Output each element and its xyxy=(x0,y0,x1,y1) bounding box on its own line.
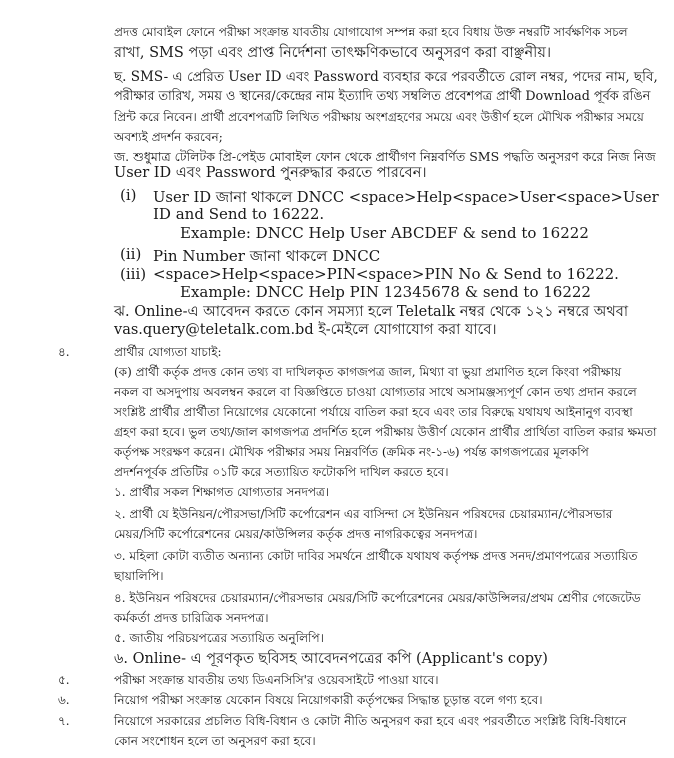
clause-jha2-line: ঝ. Online-এ আবেদন করতে কোন সমস্যা হলে Teletalk নম্বর থেকে ১২১ নম্বরে অথবা xyxy=(114,304,629,320)
document-list-item: ৬. Online- এ পূরণকৃত ছবিসহ আবেদনপত্রের কপি (Applicant's copy) xyxy=(114,651,548,667)
clause-cha-line: প্রিন্ট করে নিবেন। প্রার্থী প্রবেশপত্রটি লিখিত পরীক্ষায় অংশগ্রহণের সময়ে এবং উত্তীর্ণ হলে মৌখিক পরীক্ষার সময়ে xyxy=(114,110,644,124)
section-number: ৭. xyxy=(58,714,70,728)
section-text: কোন সংশোধন হলে তা অনুসরণ করা হবে। xyxy=(114,734,316,748)
step-number: (ii) xyxy=(120,245,142,263)
clause-cha-line: পরীক্ষার তারিখ, সময় ও স্থানের/কেন্দ্রের নাম ইত্যাদি তথ্য সম্বলিত প্রবেশপত্র প্রার্থী Download পূর্বক রঙিন xyxy=(114,89,651,104)
section-heading: প্রার্থীর যোগ্যতা যাচাই: xyxy=(114,345,222,359)
text-line: রাখা, SMS পড়া এবং প্রাপ্ত নির্দেশনা তাৎক্ষণিকভাবে অনুসরণ করা বাঞ্ছনীয়। xyxy=(114,45,552,61)
document-list-item: ২. প্রার্থী যে ইউনিয়ন/পৌরসভা/সিটি কর্পোরেশন এর বাসিন্দা সে ইউনিয়ন পরিষদের চেয়ারম্যান/পৌরসভার xyxy=(114,507,613,521)
step-example: Example: DNCC Help PIN 12345678 & send to 16222 xyxy=(180,283,591,301)
section-text: পরীক্ষা সংক্রান্ত যাবতীয় তথ্য ডিএনসিসি'র ওয়েবসাইটে পাওয়া যাবে। xyxy=(114,673,439,687)
clause-cha-line: ছ. SMS- এ প্রেরিত User ID এবং Password ব্যবহার করে পরবর্তীতে রোল নম্বর, পদের নাম, ছবি, xyxy=(114,69,658,85)
document-list-item: মেয়র/সিটি কর্পোরেশনের মেয়র/কাউন্সিলর কর্তৃক প্রদত্ত নাগরিকত্বের সনদপত্র। xyxy=(114,527,478,541)
step-number: (i) xyxy=(120,186,137,204)
clause-jha-line: জ. শুধুমাত্র টেলিটক প্রি-পেইড মোবাইল ফোন থেকে প্রার্থীগণ নিম্নবর্ণিত SMS পদ্ধতি অনুসরণ করে নিজ নিজ xyxy=(114,149,656,164)
section-text: নিয়োগে সরকারের প্রচলিত বিধি-বিধান ও কোটা নীতি অনুসরণ করা হবে এবং পরবর্তীতে সংশ্লিষ্ট বিধি-বিধানে xyxy=(114,714,627,728)
step-text: Pin Number জানা থাকলে DNCC xyxy=(153,247,381,265)
document-list-item: ৫. জাতীয় পরিচয়পত্রের সত্যায়িত অনুলিপি। xyxy=(114,631,324,645)
text-line: প্রদত্ত মোবাইল ফোনে পরীক্ষা সংক্রান্ত যাবতীয় যোগাযোগ সম্পন্ন করা হবে বিধায় উক্ত নম্বরটি সার্বক্ষণিক সচল xyxy=(114,25,628,39)
document-list-item: ৩. মহিলা কোটা ব্যতীত অন্যান্য কোটা দাবির সমর্থনে প্রার্থীকে যথাযথ কর্তৃপক্ষ প্রদত্ত সনদ/প্রমাণপত্রের সত্যায়িত xyxy=(114,549,638,563)
step-example: Example: DNCC Help User ABCDEF & send to 16222 xyxy=(180,224,589,242)
paragraph-line: সংশ্লিষ্ট প্রার্থীর প্রার্থীতা নিয়োগের যেকোনো পর্যায়ে বাতিল করা হবে এবং তার বিরুদ্ধে যথাযথ আইনানুগ ব্যবস্থা xyxy=(114,405,633,419)
document-list-item: ৪. ইউনিয়ন পরিষদের চেয়ারম্যান/পৌরসভার মেয়র/সিটি কর্পোরেশনের মেয়র/কাউন্সিলর/প্রথম শ্রেণীর গেজেটেড xyxy=(114,591,641,605)
paragraph-line: নকল বা অসদুপায় অবলম্বন করলে বা বিজ্ঞপ্তিতে চাওয়া যোগ্যতার সাথে অসামঞ্জস্যপূর্ণ কোন তথ্য প্রদান করলে xyxy=(114,385,637,399)
section-number: ৫. xyxy=(58,673,70,687)
section-number: ৬. xyxy=(58,693,70,707)
paragraph-line: গ্রহণ করা হবে। ভুল তথ্য/জাল কাগজপত্র প্রদর্শিত হলে পরীক্ষায় উত্তীর্ণ যেকোন প্রার্থীর প্রার্থিতা বাতিল করার ক্ষমতা xyxy=(114,425,657,439)
paragraph-line: কর্তৃপক্ষ সংরক্ষণ করেন। মৌখিক পরীক্ষার সময় নিম্নবর্ণিত (ক্রমিক নং-১-৬) পর্যন্ত কাগজপত্রের মূলকপি xyxy=(114,445,589,459)
section-text: নিয়োগ পরীক্ষা সংক্রান্ত যেকোন বিষয়ে নিয়োগকারী কর্তৃপক্ষের সিদ্ধান্ত চূড়ান্ত বলে গণ্য হবে। xyxy=(114,693,543,707)
document-list-item: কর্মকর্তা প্রদত্ত চারিত্রিক সনদপত্র। xyxy=(114,611,269,625)
document-list-item: ১. প্রার্থীর সকল শিক্ষাগত যোগ্যতার সনদপত্র। xyxy=(114,485,330,499)
step-number: (iii) xyxy=(120,265,147,283)
step-text: <space>Help<space>PIN<space>PIN No & Send to 16222. xyxy=(153,265,619,283)
paragraph-line: প্রদর্শনপূর্বক প্রতিটির ০১টি করে সত্যায়িত ফটোকপি দাখিল করতে হবে। xyxy=(114,465,449,479)
document-list-item: ছায়ালিপি। xyxy=(114,569,164,583)
section-number: ৪. xyxy=(58,345,70,359)
clause-jha-line: User ID এবং Password পুনরুদ্ধার করতে পারবেন। xyxy=(114,165,427,181)
clause-cha-line: অবশ্যই প্রদর্শন করবেন; xyxy=(114,130,223,144)
step-text: User ID জানা থাকলে DNCC <space>Help<space>User<space>User xyxy=(153,189,659,206)
paragraph-line: (ক) প্রার্থী কর্তৃক প্রদত্ত কোন তথ্য বা দাখিলকৃত কাগজপত্র জাল, মিথ্যা বা ভুয়া প্রমাণিত হলে কিংবা পরীক্ষায় xyxy=(114,365,622,379)
clause-jha2-line: vas.query@teletalk.com.bd ই-মেইলে যোগাযোগ করা যাবে। xyxy=(114,322,497,338)
step-text: ID and Send to 16222. xyxy=(153,205,325,223)
